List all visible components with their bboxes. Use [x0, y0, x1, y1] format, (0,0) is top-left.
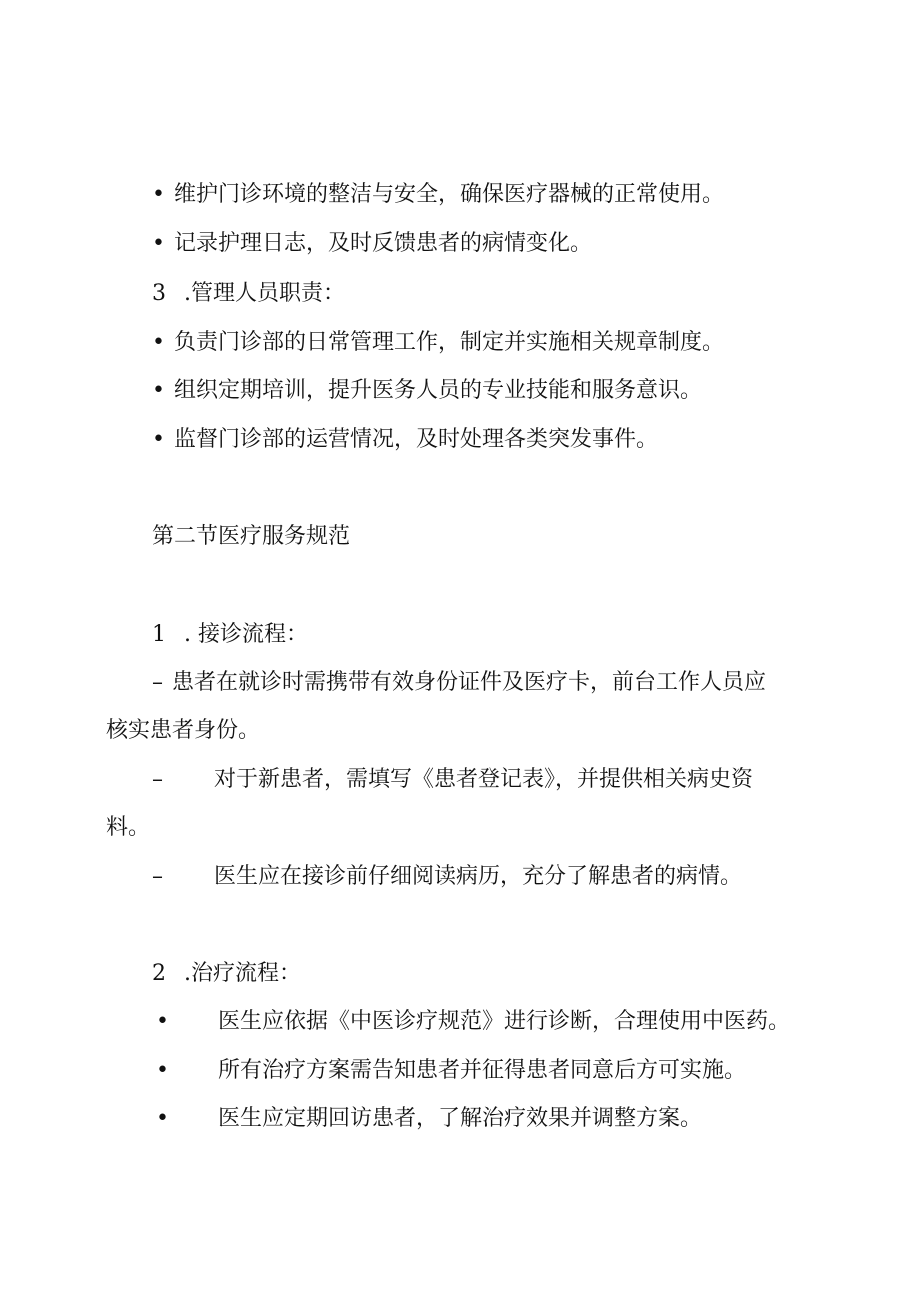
list-item-text: 监督门诊部的运营情况，及时处理各类突发事件。	[174, 427, 659, 452]
dash-marker: –	[152, 767, 163, 792]
list-item-text: 医生应在接诊前仔细阅读病历，充分了解患者的病情。	[214, 864, 743, 889]
number-marker: 3	[152, 281, 166, 306]
heading-text: .管理人员职责：	[184, 281, 345, 306]
number-marker: 1	[152, 622, 166, 647]
bullet-marker: •	[152, 231, 165, 256]
list-item-text: 所有治疗方案需告知患者并征得患者同意后方可实施。	[218, 1058, 747, 1083]
list-item-text: 负责门诊部的日常管理工作，制定并实施相关规章制度。	[174, 330, 725, 355]
list-item	[156, 1104, 702, 1134]
list-item-text: 维护门诊环境的整洁与安全，确保医疗器械的正常使用。	[174, 182, 725, 207]
bullet-marker: •	[152, 182, 165, 207]
list-item	[156, 1007, 790, 1037]
list-item-text: 组织定期培训，提升医务人员的专业技能和服务意识。	[174, 378, 703, 403]
number-marker: 2	[152, 961, 166, 986]
heading-text: . 接诊流程：	[184, 622, 308, 647]
list-item	[152, 765, 753, 795]
list-item	[152, 376, 702, 406]
list-item	[152, 425, 658, 455]
list-item	[152, 668, 766, 698]
subsection-heading-reception	[152, 620, 308, 650]
list-item-continuation: 料。	[106, 815, 151, 840]
dash-marker: –	[152, 864, 163, 889]
bullet-marker: •	[156, 1106, 169, 1131]
list-item-text: 医生应依据《中医诊疗规范》进行诊断，合理使用中医药。	[218, 1009, 791, 1034]
section-heading-management	[152, 279, 345, 309]
list-item	[156, 1056, 746, 1086]
list-item-continuation: 核实患者身份。	[106, 718, 261, 743]
list-item-text: 对于新患者，需填写《患者登记表》，并提供相关病史资	[214, 767, 754, 792]
bullet-marker: •	[152, 378, 165, 403]
dash-marker: –	[152, 670, 163, 695]
list-item-text: 患者在就诊时需携带有效身份证件及医疗卡，前台工作人员应	[172, 670, 767, 695]
heading-text: .治疗流程：	[184, 961, 301, 986]
list-item	[152, 180, 724, 210]
list-item	[152, 229, 592, 259]
list-item-text: 记录护理日志，及时反馈患者的病情变化。	[174, 231, 593, 256]
bullet-marker: •	[156, 1009, 169, 1034]
bullet-marker: •	[152, 427, 165, 452]
bullet-marker: •	[156, 1058, 169, 1083]
list-item	[152, 328, 724, 358]
section-title: 第二节医疗服务规范	[152, 524, 351, 549]
list-item	[152, 862, 742, 892]
bullet-marker: •	[152, 330, 165, 355]
subsection-heading-treatment	[152, 959, 301, 989]
list-item-text: 医生应定期回访患者，了解治疗效果并调整方案。	[218, 1106, 703, 1131]
